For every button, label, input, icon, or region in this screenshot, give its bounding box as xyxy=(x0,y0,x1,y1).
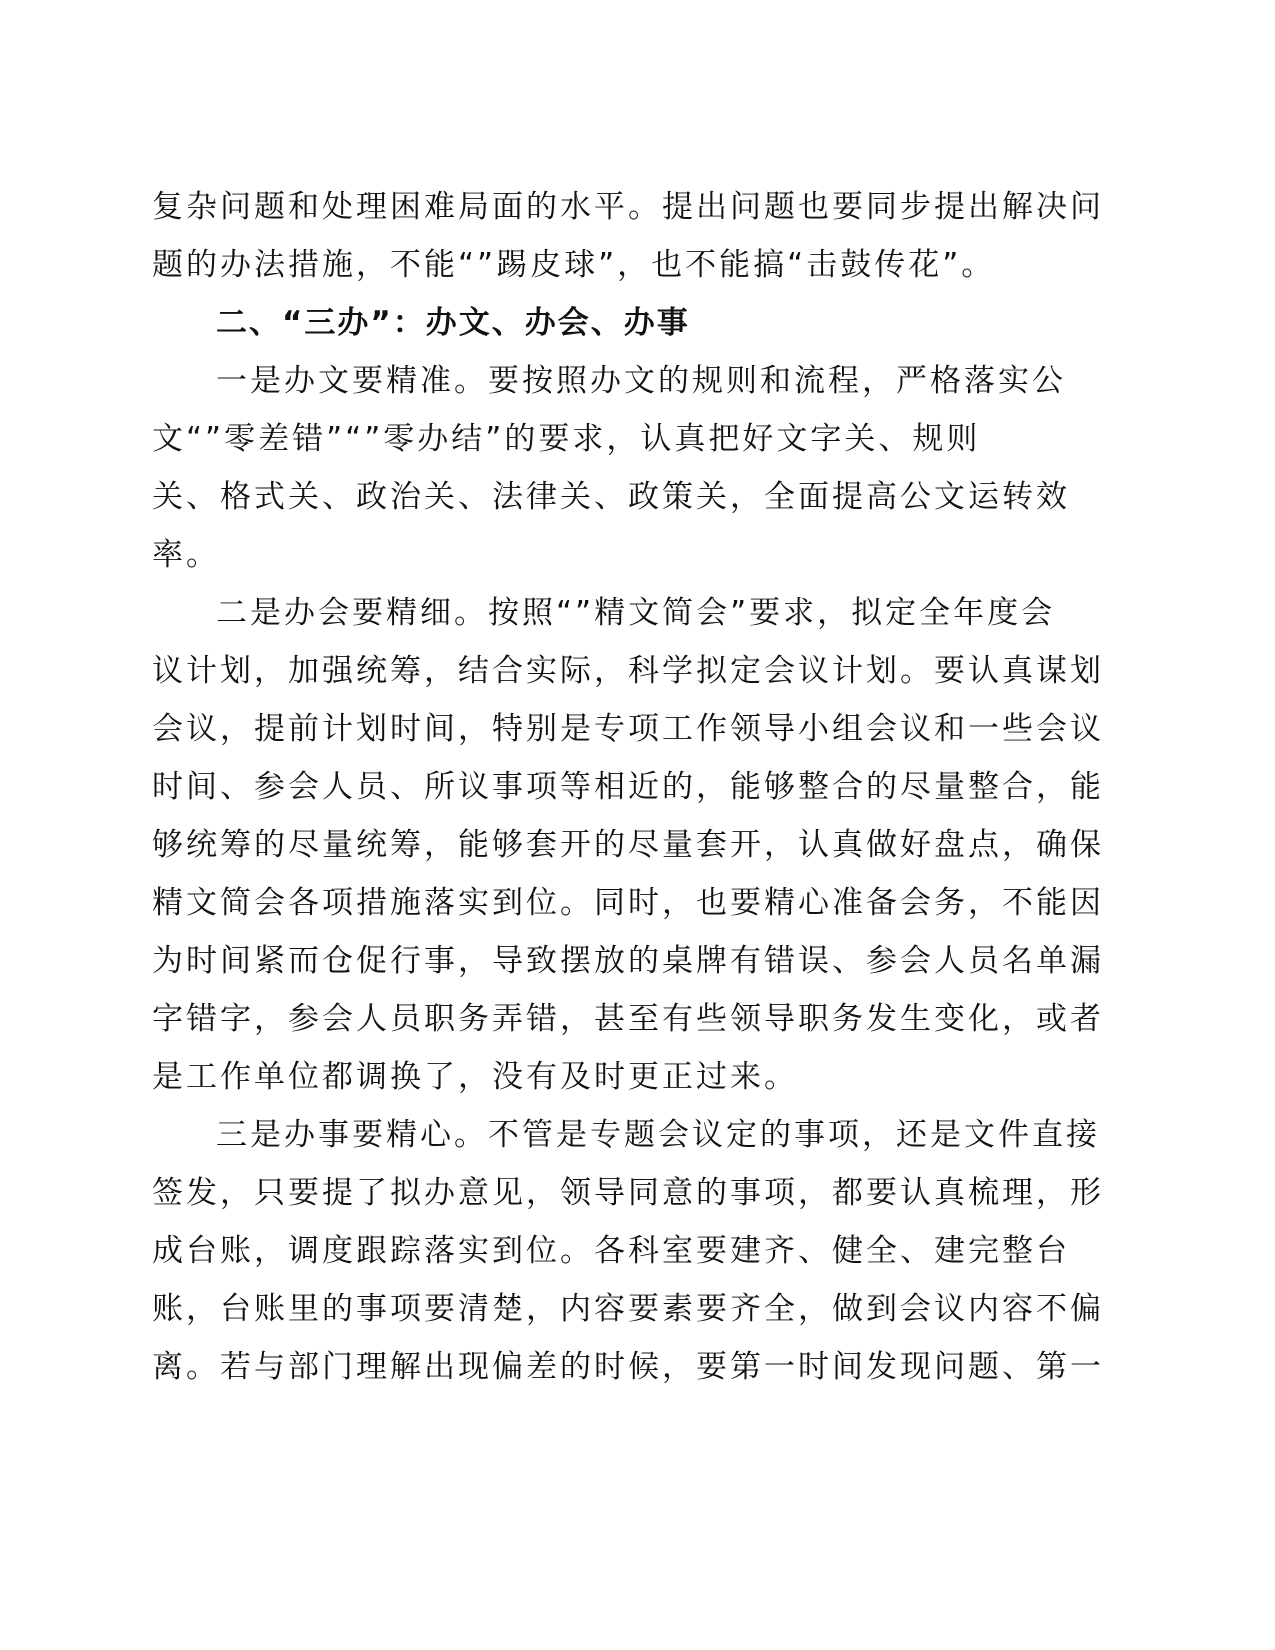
paragraph-line: 够统筹的尽量统筹，能够套开的尽量套开，认真做好盘点，确保 xyxy=(152,827,1104,863)
paragraph-line: 时间、参会人员、所议事项等相近的，能够整合的尽量整合，能 xyxy=(152,769,1104,805)
paragraph-line: 成台账，调度跟踪落实到位。各科室要建齐、健全、建完整台 xyxy=(152,1233,1070,1269)
paragraph-line: 为时间紧而仓促行事，导致摆放的桌牌有错误、参会人员名单漏 xyxy=(152,943,1104,979)
paragraph-line: 三是办事要精心。不管是专题会议定的事项，还是文件直接 xyxy=(216,1117,1100,1153)
paragraph-line: 账，台账里的事项要清楚，内容要素要齐全，做到会议内容不偏 xyxy=(152,1291,1104,1327)
paragraph-line: 是工作单位都调换了，没有及时更正过来。 xyxy=(152,1059,798,1095)
paragraph-line: 题的办法措施，不能“”踢皮球”，也不能搞“击鼓传花”。 xyxy=(152,247,996,283)
paragraph-line: 签发，只要提了拟办意见，领导同意的事项，都要认真梳理，形 xyxy=(152,1175,1104,1211)
paragraph-line: 复杂问题和处理困难局面的水平。提出问题也要同步提出解决问 xyxy=(152,189,1104,225)
paragraph-line: 会议，提前计划时间，特别是专项工作领导小组会议和一些会议 xyxy=(152,711,1104,747)
paragraph-line: 议计划，加强统筹，结合实际，科学拟定会议计划。要认真谋划 xyxy=(152,653,1104,689)
section-heading: 二、“三办”：办文、办会、办事 xyxy=(216,305,690,341)
paragraph-line: 离。若与部门理解出现偏差的时候，要第一时间发现问题、第一 xyxy=(152,1349,1104,1385)
paragraph-line: 文“”零差错”“”零办结”的要求，认真把好文字关、规则 xyxy=(152,421,981,457)
paragraph-line: 字错字，参会人员职务弄错，甚至有些领导职务发生变化，或者 xyxy=(152,1001,1104,1037)
paragraph-line: 关、格式关、政治关、法律关、政策关，全面提高公文运转效 xyxy=(152,479,1070,515)
paragraph-line: 二是办会要精细。按照“”精文简会”要求，拟定全年度会 xyxy=(216,595,1056,631)
paragraph-line: 一是办文要精准。要按照办文的规则和流程，严格落实公 xyxy=(216,363,1066,399)
paragraph-line: 精文简会各项措施落实到位。同时，也要精心准备会务，不能因 xyxy=(152,885,1104,921)
paragraph-line: 率。 xyxy=(152,537,220,573)
document-body xyxy=(152,178,1132,1396)
